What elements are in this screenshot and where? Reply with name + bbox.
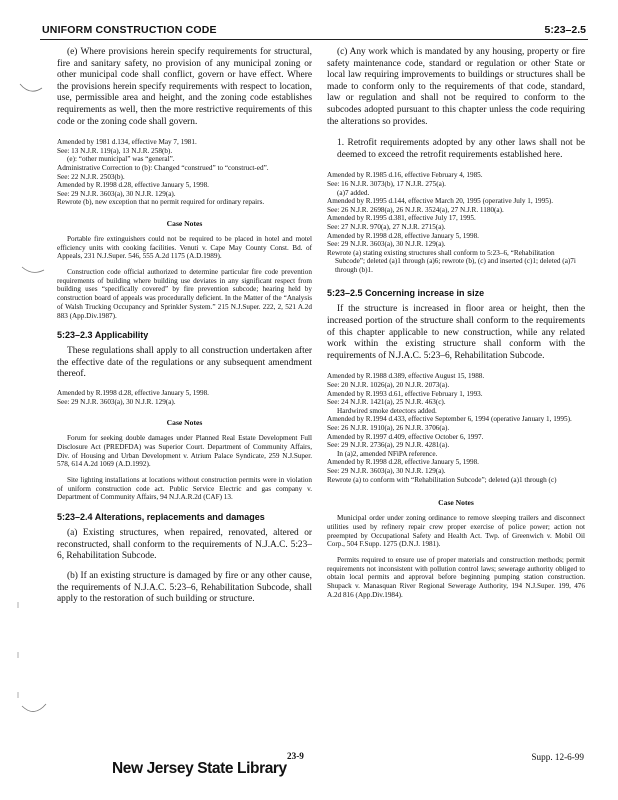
margin-scribble-icon bbox=[20, 700, 48, 720]
history-line: See: 29 N.J.R. 2736(a), 29 N.J.R. 4281(a). bbox=[327, 441, 450, 450]
supplement-date: Supp. 12-6-99 bbox=[531, 752, 584, 762]
paragraph-2-5: If the structure is increased in floor area or height, then the increased portion of the structure shall conform to the requirements of this chapter applicable to new construction, while any related work within the existing structure shall conform with the requirements of N.J.A.C. 5:23–6, Rehabilitation Subcode. bbox=[327, 304, 585, 361]
history-line: Amended by R.1998 d.28, effective January 5, 1998. bbox=[57, 181, 209, 190]
history-line: See: 29 N.J.R. 3603(a), 30 N.J.R. 129(a). bbox=[57, 397, 176, 406]
history-line: Amended by R.1995 d.144, effective March 20, 1995 (operative July 1, 1995). bbox=[327, 197, 554, 206]
history-line: Amended by R.1997 d.409, effective October 6, 1997. bbox=[327, 432, 484, 441]
history-line: See: 13 N.J.R. 119(a), 13 N.J.R. 258(b). bbox=[57, 146, 173, 155]
paragraph-2-4a: (a) Existing structures, when repaired, renovated, altered or reconstructed, shall conform to the requirements of N.J.A.C. 5:23–6, Rehabilitation Subcode. bbox=[57, 528, 312, 562]
section-heading-2-5: 5:23–2.5 Concerning increase in size bbox=[327, 288, 485, 299]
paragraph-c: (c) Any work which is mandated by any housing, property or fire safety maintenance code, standard or regulation or other State or local law requiring improvements to buildings or structures shall be made to conform only to the requirements of that code, standard, law or regulation and shall not be required to conform to the subcodes adopted pursuant to this chapter unless the code requiring the alterations so provides. bbox=[327, 47, 585, 127]
history-line: See: 16 N.J.R. 3073(b), 17 N.J.R. 275(a). bbox=[327, 179, 446, 188]
history-line: Amended by R.1988 d.389, effective August 15, 1988. bbox=[327, 372, 485, 381]
history-line: Amended by R.1993 d.61, effective February 1, 1993. bbox=[327, 389, 483, 398]
history-note bbox=[57, 389, 312, 406]
case-note: Portable fire extinguishers could not be required to be placed in hotel and motel efficiency units with cooking facilities. Venuti v. Cape May County Const. Bd. of Appeals, 231 N.J.Super. 546, 555 A.2d 1175 (A.D.1989). bbox=[57, 234, 312, 261]
history-line: (a)7 added. bbox=[337, 188, 370, 197]
case-note: Site lighting installations at locations without construction permits were in violation of uniform construction code act. Public Service Electric and gas company v. Department of Community Affairs, 94 N.J.A.R.2d (CAF) 13. bbox=[57, 476, 312, 502]
case-notes-heading: Case Notes bbox=[166, 218, 203, 228]
history-line: Amended by R.1994 d.433, effective September 6, 1994 (operative January 1, 1995). bbox=[327, 415, 572, 424]
history-line: Amended by R.1998 d.28, effective January 5, 1998. bbox=[327, 231, 479, 240]
history-line: Amended by R.1995 d.381, effective July 17, 1995. bbox=[327, 214, 476, 223]
left-column bbox=[57, 47, 312, 606]
history-line: See: 29 N.J.R. 3603(a), 30 N.J.R. 129(a). bbox=[327, 466, 446, 475]
case-note: Construction code official authorized to determine particular fire code prevention requirements of building where building use deviates in any significant respect from building uses “specifically covered” by fire prevention subcode; hearing held by construction board of appeals was procedurally deficient. In the Matter of the “Analysis of Walsh Trucking Occupancy and Sprinkler System.” 215 N.J.Super. 222, 2, 521 A.2d 883 (App.Div.1987). bbox=[57, 268, 312, 320]
history-line: See: 22 N.J.R. 2503(b). bbox=[57, 172, 125, 181]
margin-dots-icon bbox=[14, 602, 22, 702]
history-line: Amended by R.1998 d.28, effective January 5, 1998. bbox=[57, 389, 209, 398]
history-line: See: 26 N.J.R. 2698(a), 26 N.J.R. 3524(a), 27 N.J.R. 1180(a). bbox=[327, 205, 504, 214]
section-heading-2-4: 5:23–2.4 Alterations, replacements and damages bbox=[57, 512, 265, 523]
page-number: 23-9 bbox=[287, 751, 304, 761]
case-notes-heading: Case Notes bbox=[166, 418, 203, 428]
header-section: 5:23–2.5 bbox=[544, 24, 586, 36]
history-line: Rewrote (b), new exception that no permit required for ordinary repairs. bbox=[57, 198, 265, 207]
case-note: Permits required to ensure use of proper materials and construction methods; permit requirements not inconsistent with pollution control laws; sewerage authority obliged to obtain local permits and approval before beginning pumping station construction. Shupack v. Manasquan River Regional Sewerage Authority, 194 N.J.Super. 199, 476 A.2d 816 (App.Div.1984). bbox=[327, 555, 585, 599]
history-line: Amended by 1981 d.134, effective May 7, 1981. bbox=[57, 138, 197, 147]
history-line: See: 29 N.J.R. 3603(a), 30 N.J.R. 129(a). bbox=[327, 240, 446, 249]
history-line: Rewrote (a) stating existing structures shall conform to 5:23–6, “Rehabilitation Subcode”; deleted (a)1 through (a)6; rewrote (b), (c) and inserted (c)1; deleted (a)7i through (b)1. bbox=[327, 248, 576, 274]
paragraph-e: (e) Where provisions herein specify requirements for structural, fire and sanitary safety, no provision of any municipal zoning or other municipal code shall conflict, govern or have effect. Where the provisions herein specify requirements with respect to location, use, permissible area and height, and the zoning code establishes requirements as well, then the more restrictive requirements of this code or the zoning code shall govern. bbox=[57, 47, 312, 127]
history-note bbox=[327, 171, 585, 274]
history-line: Hardwired smoke detectors added. bbox=[337, 406, 437, 415]
history-line: See: 24 N.J.R. 1421(a), 25 N.J.R. 463(c). bbox=[327, 398, 446, 407]
history-line: See: 26 N.J.R. 1910(a), 26 N.J.R. 3706(a). bbox=[327, 424, 450, 432]
margin-scribble-icon bbox=[18, 80, 44, 102]
history-line: (e): “other municipal” was “general”. bbox=[67, 155, 175, 164]
history-line: In (a)2, amended NFiPA reference. bbox=[337, 449, 438, 458]
case-notes-heading: Case Notes bbox=[438, 498, 474, 508]
header-title: UNIFORM CONSTRUCTION CODE bbox=[42, 24, 217, 36]
case-note: Forum for seeking double damages under Planned Real Estate Development Full Disclosure Act (PREDFDA) was Superior Court. Department of Community Affairs, Div. of Housing and Urban Development v. Atrium Palace Syndicate, 259 N.J.Super. 578, 614 A.2d 1069 (A.D.1992). bbox=[57, 434, 312, 469]
paragraph-c-1: 1. Retrofit requirements adopted by any other laws shall not be deemed to exceed the retrofit requirements established here. bbox=[337, 138, 585, 160]
history-line: See: 29 N.J.R. 3603(a), 30 N.J.R. 129(a). bbox=[57, 189, 176, 198]
history-line: Rewrote (a) to conform with “Rehabilitation Subcode”; deleted (a)1 through (c) bbox=[327, 475, 557, 484]
header-rule bbox=[40, 39, 588, 40]
right-column bbox=[327, 47, 585, 606]
paragraph-2-3: These regulations shall apply to all construction undertaken after the effective date of the regulations or any subsequent amendment thereof. bbox=[57, 346, 312, 380]
history-line: Administrative Correction to (b): Changed “construed” to “construct-ed”. bbox=[57, 163, 269, 172]
section-heading-2-3: 5:23–2.3 Applicability bbox=[57, 330, 149, 341]
history-line: Amended by R.1998 d.28, effective January 5, 1998. bbox=[327, 458, 479, 467]
history-note bbox=[57, 138, 312, 207]
margin-scribble-icon bbox=[20, 264, 46, 278]
history-note bbox=[327, 372, 585, 484]
history-line: See: 27 N.J.R. 970(a), 27 N.J.R. 2715(a). bbox=[327, 222, 446, 231]
history-line: See: 20 N.J.R. 1026(a), 20 N.J.R. 2073(a). bbox=[327, 381, 450, 390]
paragraph-2-4b: (b) If an existing structure is damaged by fire or any other cause, the requirements of N.J.A.C. 5:23–6, Rehabilitation Subcode, shall apply to the restoration of such building or structure. bbox=[57, 570, 312, 605]
history-line: Amended by R.1985 d.16, effective February 4, 1985. bbox=[327, 171, 483, 180]
library-stamp: New Jersey State Library bbox=[112, 760, 287, 777]
running-header bbox=[42, 22, 586, 36]
case-note: Municipal order under zoning ordinance to remove sleeping trailers and disconnect utilities used by refinery repair crew proper exercise of police power; action not preempted by Occupational Safety and Health Act. Twp. of Greenwich v. Mobil Oil Corp., 504 F.Supp. 1275 (D.N.J. 1981). bbox=[327, 514, 585, 549]
